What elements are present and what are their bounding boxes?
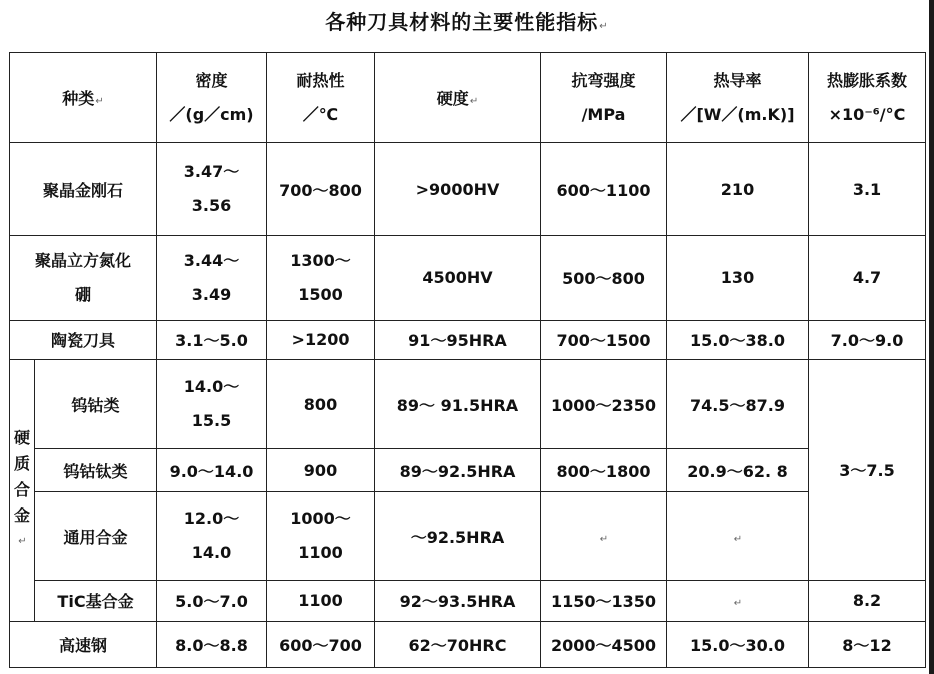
cell-density: 3.47～ 3.56 [157, 143, 267, 235]
cell-thermal: 15.0～38.0 [667, 320, 809, 359]
page-title: 各种刀具材料的主要性能指标↵ [325, 10, 609, 34]
table-row [10, 143, 926, 235]
cell-hardness: >9000HV [375, 143, 541, 235]
table-row [10, 492, 926, 580]
cell-hardness: 89～ 91.5HRA [375, 359, 541, 448]
row-name: 钨钴钛类 [35, 449, 157, 492]
row-name: 聚晶金刚石 [10, 143, 157, 235]
header-density: 密度 ／(g／cm) [157, 53, 267, 143]
cell-heat: 800 [267, 359, 375, 448]
cell-hardness: ～92.5HRA [375, 492, 541, 580]
cell-density: 5.0～7.0 [157, 580, 267, 621]
window-edge [929, 0, 934, 674]
cell-heat: 1300～ 1500 [267, 235, 375, 320]
cell-density: 3.1～5.0 [157, 320, 267, 359]
header-row [10, 53, 926, 143]
cell-hardness: 4500HV [375, 235, 541, 320]
header-kind: 种类↵ [10, 53, 157, 143]
cell-density: 3.44～ 3.49 [157, 235, 267, 320]
header-bending-strength: 抗弯强度 /MPa [541, 53, 667, 143]
cell-expansion: 7.0～9.0 [809, 320, 926, 359]
cell-expansion: 3.1 [809, 143, 926, 235]
cell-expansion: 8～12 [809, 621, 926, 667]
cell-bend: ↵ [541, 492, 667, 580]
cell-bend: 2000～4500 [541, 621, 667, 667]
cell-heat: 900 [267, 449, 375, 492]
cell-thermal: ↵ [667, 580, 809, 621]
cell-thermal: 210 [667, 143, 809, 235]
row-name: 陶瓷刀具 [10, 320, 157, 359]
table-row [10, 320, 926, 359]
cell-bend: 800～1800 [541, 449, 667, 492]
cell-bend: 600～1100 [541, 143, 667, 235]
cell-thermal: 130 [667, 235, 809, 320]
cell-heat: 1100 [267, 580, 375, 621]
cell-heat: >1200 [267, 320, 375, 359]
cell-thermal: 74.5～87.9 [667, 359, 809, 448]
table-row [10, 235, 926, 320]
cell-heat: 1000～ 1100 [267, 492, 375, 580]
cell-expansion: 8.2 [809, 580, 926, 621]
table-row [10, 580, 926, 621]
cell-hardness: 91～95HRA [375, 320, 541, 359]
cell-bend: 1150～1350 [541, 580, 667, 621]
header-heat-resistance: 耐热性 ／℃ [267, 53, 375, 143]
cell-hardness: 89～92.5HRA [375, 449, 541, 492]
cell-expansion: 4.7 [809, 235, 926, 320]
cell-expansion: 3～7.5 [809, 359, 926, 580]
cell-heat: 600～700 [267, 621, 375, 667]
cell-density: 9.0～14.0 [157, 449, 267, 492]
cell-bend: 500～800 [541, 235, 667, 320]
header-thermal-conductivity: 热导率 ／[W／(m.K)] [667, 53, 809, 143]
cell-thermal: 15.0～30.0 [667, 621, 809, 667]
cell-heat: 700～800 [267, 143, 375, 235]
cell-hardness: 62～70HRC [375, 621, 541, 667]
cell-hardness: 92～93.5HRA [375, 580, 541, 621]
table-row [10, 621, 926, 667]
cell-thermal: 20.9～62. 8 [667, 449, 809, 492]
row-name: TiC基合金 [35, 580, 157, 621]
row-name: 高速钢 [10, 621, 157, 667]
cell-density: 8.0～8.8 [157, 621, 267, 667]
row-name: 通用合金 [35, 492, 157, 580]
row-name: 聚晶立方氮化 硼 [10, 235, 157, 320]
cell-density: 12.0～ 14.0 [157, 492, 267, 580]
group-label-cemented-carbide: 硬 质 合 金 ↵ [10, 359, 35, 621]
header-thermal-expansion: 热膨胀系数 ×10⁻⁶/°C [809, 53, 926, 143]
cell-thermal: ↵ [667, 492, 809, 580]
properties-table [9, 52, 926, 668]
header-hardness: 硬度↵ [375, 53, 541, 143]
row-name: 钨钴类 [35, 359, 157, 448]
cell-bend: 700～1500 [541, 320, 667, 359]
cell-bend: 1000～2350 [541, 359, 667, 448]
cell-density: 14.0～ 15.5 [157, 359, 267, 448]
table-row [10, 449, 926, 492]
table-row [10, 359, 926, 448]
